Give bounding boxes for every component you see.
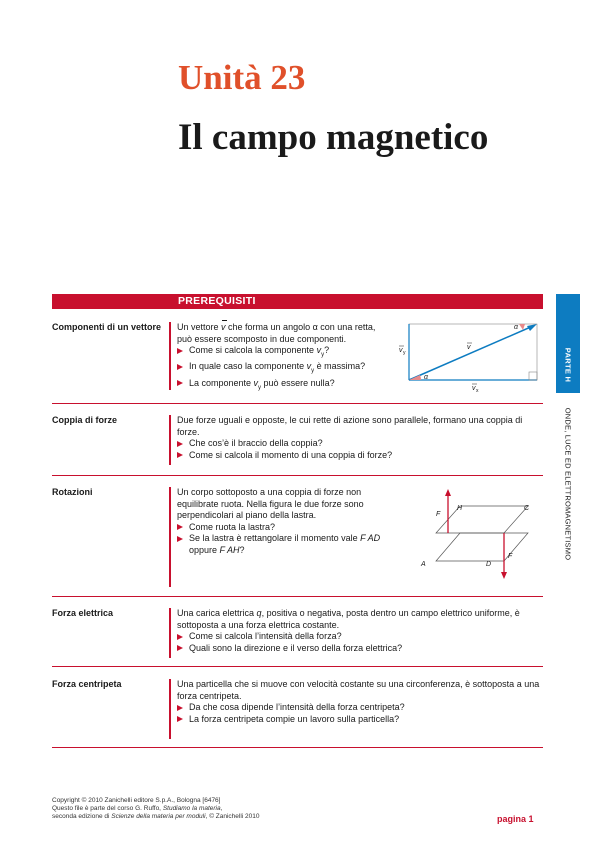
row-rule — [169, 322, 171, 390]
prereq-row-electric-force — [52, 608, 543, 658]
row-label: Rotazioni — [52, 487, 93, 497]
row-label: Forza centripeta — [52, 679, 122, 689]
question-item: Quali sono la direzione e il verso della forza elettrica? — [177, 643, 545, 655]
force-label-bottom: F — [508, 553, 513, 560]
row-divider — [52, 596, 543, 597]
prereq-row-force-couple — [52, 415, 543, 465]
row-rule — [169, 415, 171, 465]
force-down-arrowhead — [501, 572, 507, 579]
prerequisites-label: PREREQUISITI — [178, 295, 256, 307]
force-up-arrowhead — [445, 489, 451, 496]
row-body — [177, 608, 545, 654]
question-item: Come si calcola l’intensità della forza? — [177, 631, 545, 643]
footer-line: Copyright © 2010 Zanichelli editore S.p.A., Bologna [6476] — [52, 797, 221, 804]
vy-label-sub: y — [403, 350, 406, 356]
vector-v-arrowhead — [527, 324, 537, 331]
vx-label: v — [472, 385, 476, 392]
question-item: Come si calcola la componente $v_y$? — [177, 345, 402, 361]
question-item: Se la lastra è rettangolare il momento vale F AD oppure F AH? — [177, 533, 387, 556]
vertex-d: D — [486, 561, 492, 568]
copyright-footer — [52, 797, 260, 821]
row-divider — [52, 747, 543, 748]
right-angle-mark — [529, 372, 537, 380]
force-label-top: F — [436, 511, 441, 518]
row-label: Componenti di un vettore — [52, 322, 161, 332]
prereq-row-centripetal-force — [52, 679, 543, 739]
question-item: Che cos’è il braccio della coppia? — [177, 438, 543, 450]
question-item: Come ruota la lastra? — [177, 522, 387, 534]
row-intro: Una carica elettrica q, positiva o negativa, posta dentro un campo elettrico uniforme, è sottoposta a una forza elettrica costante. — [177, 608, 520, 630]
row-body — [177, 487, 387, 556]
vy-label: v — [399, 347, 403, 354]
question-item: La forza centripeta compie un lavoro sulla particella? — [177, 714, 545, 726]
alpha-top-label: α — [514, 324, 518, 331]
footer-line: seconda edizione di Scienze della materia per moduli, © Zanichelli 2010 — [52, 813, 260, 820]
row-label: Coppia di forze — [52, 415, 117, 425]
unit-number: Unità 23 — [178, 58, 306, 97]
rotating-plate-figure — [410, 486, 540, 584]
row-intro: Due forze uguali e opposte, le cui rette di azione sono parallele, formano una coppia di forze. — [177, 415, 523, 437]
question-item: In quale caso la componente $v_y$ è massima? — [177, 361, 402, 377]
row-divider — [52, 475, 543, 476]
footer-line: Questo file è parte del corso G. Ruffo, Studiamo la materia, — [52, 805, 223, 812]
row-body — [177, 415, 543, 461]
chapter-title: Il campo magnetico — [178, 117, 489, 158]
vertex-a: A — [421, 561, 426, 568]
row-divider — [52, 403, 543, 404]
row-rule — [169, 679, 171, 739]
row-rule — [169, 487, 171, 587]
vector-components-figure — [395, 318, 545, 394]
angle-alpha-bottom — [409, 375, 421, 380]
vx-label-sub: x — [476, 388, 479, 394]
row-body — [177, 679, 545, 725]
row-label: Forza elettrica — [52, 608, 114, 618]
prerequisites-bar — [52, 294, 543, 309]
row-intro: Un corpo sottoposto a una coppia di forze non equilibrate ruota. Nella figura le due forze sono perpendicolari al piano della lastra. — [177, 487, 364, 520]
row-intro: Una particella che si muove con velocità costante su una circonferenza, è sottoposta a una forza centripeta. — [177, 679, 540, 701]
page-number: pagina 1 — [497, 814, 534, 824]
v-label: v — [467, 344, 471, 351]
row-intro: Un vettore v che forma un angolo α con una retta, — [177, 322, 376, 332]
plate-top — [436, 506, 528, 533]
question-item: Come si calcola il momento di una coppia di forze? — [177, 450, 543, 462]
row-intro: può essere scomposto in due componenti. — [177, 333, 347, 344]
row-rule — [169, 608, 171, 658]
vertex-c: C — [524, 505, 530, 512]
vector-v — [409, 326, 533, 380]
row-body — [177, 322, 402, 394]
vertex-h: H — [457, 505, 463, 512]
alpha-bottom-label: α — [424, 374, 428, 381]
plate-bottom — [436, 533, 528, 561]
question-item: La componente $v_y$ può essere nulla? — [177, 378, 402, 394]
part-title: ONDE, LUCE ED ELETTROMAGNETISMO — [563, 407, 573, 561]
question-item: Da che cosa dipende l’intensità della forza centripeta? — [177, 702, 545, 714]
part-tab-label: PARTE H — [563, 347, 573, 383]
row-divider — [52, 666, 543, 667]
